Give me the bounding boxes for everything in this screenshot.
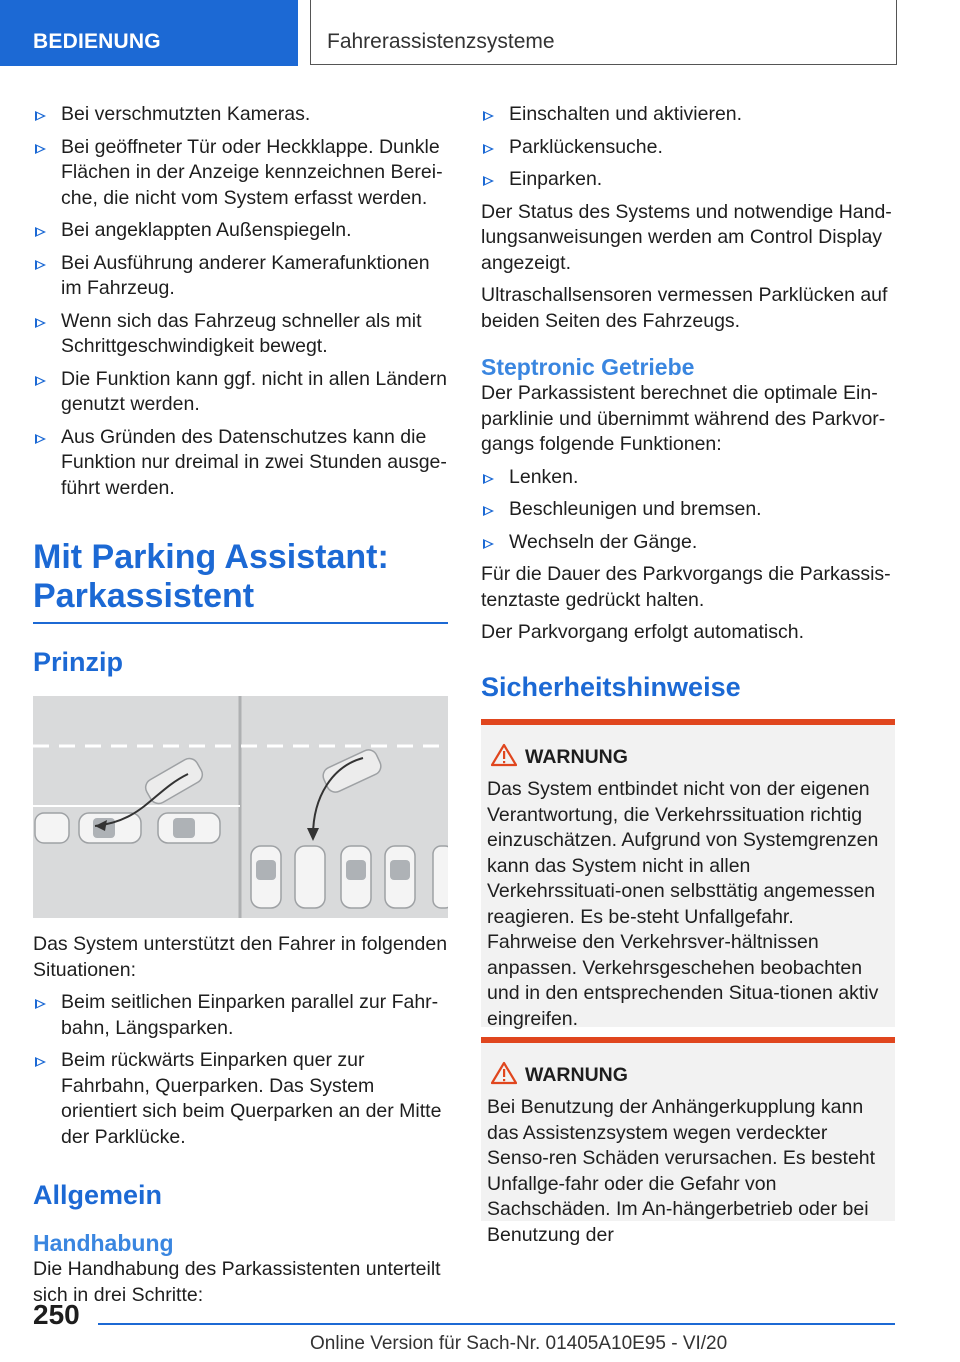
bullet-triangle-icon <box>483 506 494 516</box>
bullet-triangle-icon <box>483 111 494 121</box>
list-item: Wenn sich das Fahrzeug schneller als mit Schrittgeschwindigkeit bewegt. <box>33 309 448 360</box>
list-item: Beim rückwärts Einparken quer zur Fahrbahn, Querparken. Das System orientiert sich beim Querparken an der Mitte der Parklücke. <box>33 1048 448 1150</box>
list-item: Bei angeklappten Außenspiegeln. <box>33 218 448 244</box>
handhabung-text: Die Handhabung des Parkassistenten unterteilt sich in drei Schritte: <box>33 1258 441 1306</box>
bullet-triangle-icon <box>35 260 46 270</box>
situations-list <box>33 990 448 1150</box>
bullet-triangle-icon <box>35 227 46 237</box>
parking-scenarios-image <box>33 696 448 918</box>
bullet-triangle-icon <box>35 111 46 121</box>
status-text: Der Status des Systems und notwendige Hand-lungsanweisungen werden am Control Display angezeigt. <box>481 200 892 274</box>
list-item: Beschleunigen und bremsen. <box>481 497 895 523</box>
left-column <box>33 102 448 1315</box>
bullet-triangle-icon <box>35 1057 46 1067</box>
bullet-triangle-icon <box>483 144 494 154</box>
list-item: Die Funktion kann ggf. nicht in allen Ländern genutzt werden. <box>33 367 448 418</box>
parking-illustration <box>33 696 448 918</box>
footer-rule <box>98 1323 895 1325</box>
list-item: Beim seitlichen Einparken parallel zur Fahr-bahn, Längsparken. <box>33 990 448 1041</box>
warning-title: WARNUNG <box>487 745 887 769</box>
page-number: 250 <box>33 1299 80 1330</box>
list-item: Bei geöffneter Tür oder Heckklappe. Dunkle Flächen in der Anzeige kennzeichnen Berei-che, die nicht vom System erfasst werden. <box>33 135 448 212</box>
bullet-triangle-icon <box>35 318 46 328</box>
list-item: Wechseln der Gänge. <box>481 530 895 556</box>
subheading-steptronic: Steptronic Getriebe <box>481 354 695 380</box>
subheading-sicherheit: Sicherheitshinweise <box>481 671 741 702</box>
warning-triangle-icon <box>491 743 517 767</box>
warning-triangle-icon <box>491 1061 517 1085</box>
chapter-title: Fahrerassistenzsysteme <box>327 30 555 53</box>
bullet-triangle-icon <box>483 539 494 549</box>
warning-box <box>481 1037 895 1246</box>
steptronic-text: Der Parkassistent berechnet die optimale Ein-parklinie und übernimmt während des Parkvor-gangs folgende Funktionen: <box>481 382 886 455</box>
list-item: Parklückensuche. <box>481 135 895 161</box>
right-column <box>481 102 895 703</box>
steps-list <box>481 102 895 193</box>
section-heading: Mit Parking Assistant: Parkassistent <box>33 538 389 615</box>
bullet-triangle-icon <box>35 376 46 386</box>
chapter-tab <box>310 0 897 65</box>
subheading-prinzip: Prinzip <box>33 647 124 677</box>
list-item: Einparken. <box>481 167 895 193</box>
functions-list <box>481 465 895 556</box>
list-item: Bei Ausführung anderer Kamerafunktionen im Fahrzeug. <box>33 251 448 302</box>
section-tab <box>0 0 298 66</box>
warning-body: Das System entbindet nicht von der eigenen Verantwortung, die Verkehrssituation richtig einzuschätzen. Aufgrund von Systemgrenzen kann das System nicht in allen Verkehrssituati-onen selbsttätig angemessen reagieren. Es be-steht Unfallgefahr. Fahrweise den Verkehrsver-hältnissen anpassen. Verkehrsgeschehen beobachten und in den entsprechenden Situa-tionen aktiv eingreifen. <box>487 778 879 1030</box>
hold-button-text: Für die Dauer des Parkvorgangs die Parkassis-tenztaste gedrückt halten. <box>481 563 891 611</box>
bullet-triangle-icon <box>483 176 494 186</box>
list-item: Aus Gründen des Datenschutzes kann die Funktion nur dreimal in zwei Stunden ausge-führt werden. <box>33 425 448 502</box>
bullet-triangle-icon <box>35 434 46 444</box>
warning-title: WARNUNG <box>487 1063 887 1087</box>
list-item: Bei verschmutzten Kameras. <box>33 102 448 128</box>
bullet-triangle-icon <box>35 999 46 1009</box>
limitations-list <box>33 102 448 501</box>
intro-text: Das System unterstützt den Fahrer in folgenden Situationen: <box>33 933 448 981</box>
automatic-text: Der Parkvorgang erfolgt automatisch. <box>481 621 804 643</box>
footer-version-text: Online Version für Sach-Nr. 01405A10E95 - VI/20 <box>310 1333 728 1354</box>
subheading-handhabung: Handhabung <box>33 1230 174 1256</box>
bullet-triangle-icon <box>35 144 46 154</box>
bullet-triangle-icon <box>483 474 494 484</box>
sensors-text: Ultraschallsensoren vermessen Parklücken auf beiden Seiten des Fahrzeugs. <box>481 284 888 332</box>
list-item: Lenken. <box>481 465 895 491</box>
section-title: BEDIENUNG <box>33 30 161 53</box>
list-item: Einschalten und aktivieren. <box>481 102 895 128</box>
warning-body: Bei Benutzung der Anhängerkupplung kann das Assistenzsystem wegen verdeckter Senso-ren Schäden verursachen. Es besteht Unfallge-fahr oder die Gefahr von Sachschäden. Im An-hängerbetrieb oder bei Benutzung der <box>487 1096 876 1246</box>
subheading-allgemein: Allgemein <box>33 1180 163 1210</box>
warning-box <box>481 719 895 1030</box>
